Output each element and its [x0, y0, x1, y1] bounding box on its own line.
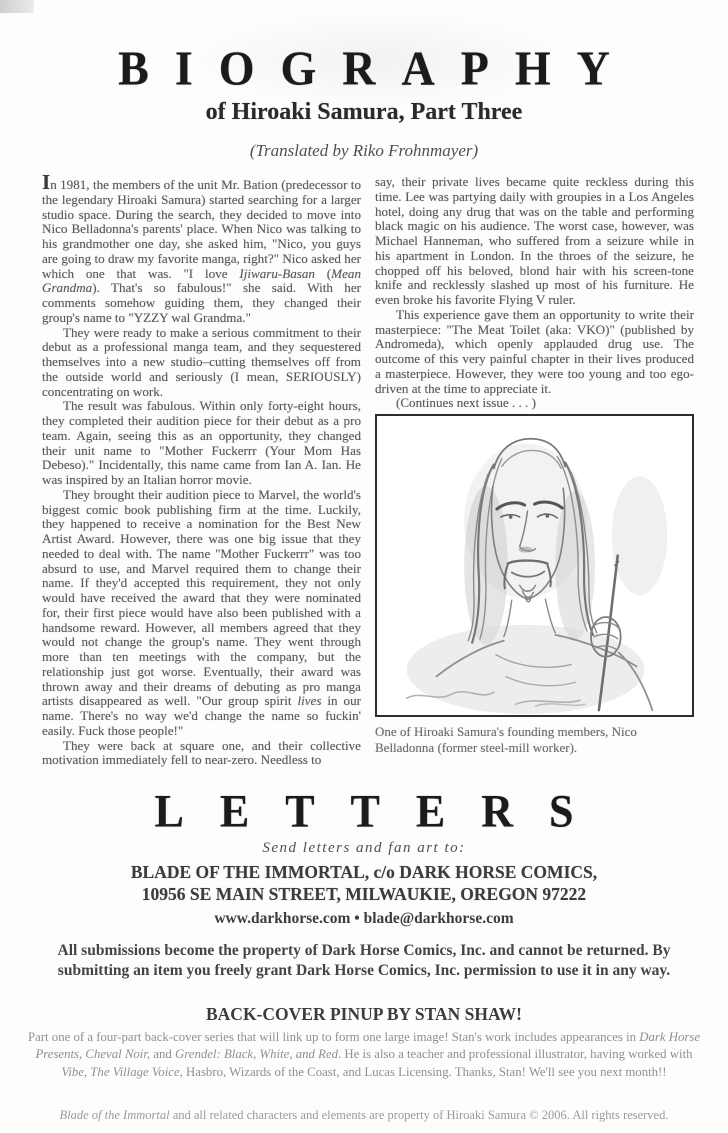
- article-body: [42, 170, 694, 768]
- letters-section: [0, 785, 728, 982]
- article-column-right: [375, 175, 694, 768]
- paragraph: The result was fabulous. Within only forty-eight hours, they completed their audition piece for their debut as a pro team. Again, seeing this as an opportunity, they changed their unit name to "Mother Fuckerrr (Your Mom Has Debeso)." Incidentally, this name came from Ian A. Ian. He was inspired by an Italian horror movie.: [42, 398, 361, 487]
- paragraph: In 1981, the members of the unit Mr. Bation (predecessor to the legendary Hiroaki Samura) started searching for a larger studio space. During the search, they decided to move into Nico Belladonna's parents' place. When Nico was talking to his grandmother one day, she asked him, "Nico, you guys are going to draw my favorite manga, right?" Nico asked her which one that was. "I love Ijiwaru-Basan (Mean Grandma). That's so fabulous!" she said. With her comments somehow guiding them, they changed their group's name to "YZZY wal Grandma.": [42, 170, 361, 325]
- address-line-1: BLADE OF THE IMMORTAL, c/o DARK HORSE COMICS,: [130, 862, 598, 882]
- page-subtitle: of Hiroaki Samura, Part Three: [205, 99, 523, 125]
- continues-note: (Continues next issue . . . ): [395, 395, 536, 411]
- pinup-heading: BACK-COVER PINUP BY STAN SHAW!: [206, 1003, 522, 1024]
- address-line-2: 10956 SE MAIN STREET, MILWAUKIE, OREGON 97222: [141, 883, 587, 904]
- website-email-line: www.darkhorse.com • blade@darkhorse.com: [214, 910, 514, 928]
- page-header: [0, 0, 728, 161]
- paragraph: They were ready to make a serious commitment to their debut as a professional manga team, and they sequestered themselves into a new studio–cutting themselves off from the outside world and seriously (I mean, SERIOUSLY) concentrating on work.: [42, 324, 361, 399]
- pinup-description: Part one of a four-part back-cover series that will link up to form one large image! Stan's work includes appearances in Dark Horse Presents, Cheval Noir, and Grendel: Black, White, and Red. He is also a teacher and professional illustrator, having worked with Vibe, The Village Voice, Hasbro, Wizards of the Coast, and Lucas Licensing. Thanks, Stan! We'll see you next month!!: [27, 1029, 701, 1079]
- page-title: BIOGRAPHY: [118, 41, 636, 96]
- letters-intro: Send letters and fan art to:: [262, 840, 466, 856]
- submissions-notice: All submissions become the property of Dark Horse Comics, Inc. and cannot be returned. By submitting an item you freely grant Dark Horse Comics, Inc. permission to use it in any way.: [57, 942, 671, 980]
- portrait-figure: [375, 414, 694, 717]
- article-column-left: [42, 170, 361, 768]
- translator-note: (Translated by Riko Frohnmayer): [249, 141, 479, 160]
- paragraph: say, their private lives became quite reckless during this time. Lee was partying daily with groupies in a Los Angeles hotel, doing any drug that was on the table and performing black magic on his audience. The worst case, however, was Michael Hanneman, who suffered from a seizure while in his apartment in London. In the throes of the seizure, he chopped off his beloved, blond hair with his screen-tone knife and recklessly slashed up most of his furniture. He even broke his favorite Flying V ruler.: [375, 174, 694, 307]
- copyright-notice: Blade of the Immortal and all related characters and elements are property of Hiroaki Samura © 2006. All rights reserved.: [59, 1107, 669, 1122]
- letters-heading: LETTERS: [154, 785, 610, 838]
- figure-caption: One of Hiroaki Samura's founding members, Nico Belladonna (former steel-mill worker).: [375, 724, 637, 755]
- paragraph: They were back at square one, and their collective motivation immediately fell to near-zero. Needless to: [42, 737, 361, 768]
- paragraph: They brought their audition piece to Marvel, the world's biggest comic book publishing firm at the time. Luckily, they happened to receive a nomination for the Best New Artist Award. However, there was one big issue that they needed to deal with. The name "Mother Fuckerrr" was too absurd to use, and Marvel required them to change their name. If they'd accepted this requirement, they not only would have received the award that they were nominated for, their first piece would have also been published with a handsome reward. However, all members agreed that they would not change the group's name. They went through more than ten meetings with the company, but the relationship just got worse. Eventually, their award was thrown away and their dreams of debuting as pro manga artists disappeared as well. "Our group spirit lives in our name. There's no way we'd change the name so fuckin' easily. Fuck those people!": [42, 486, 361, 738]
- paragraph: This experience gave them an opportunity to write their masterpiece: "The Meat Toilet (aka: VKO)" (published by Andromeda), which openly applauded drug use. The outcome of this very painful chapter in their lives produced a masterpiece. However, they were too young and too ego-driven at the time to appreciate it.: [375, 306, 694, 396]
- portrait-sketch-image: [377, 416, 692, 715]
